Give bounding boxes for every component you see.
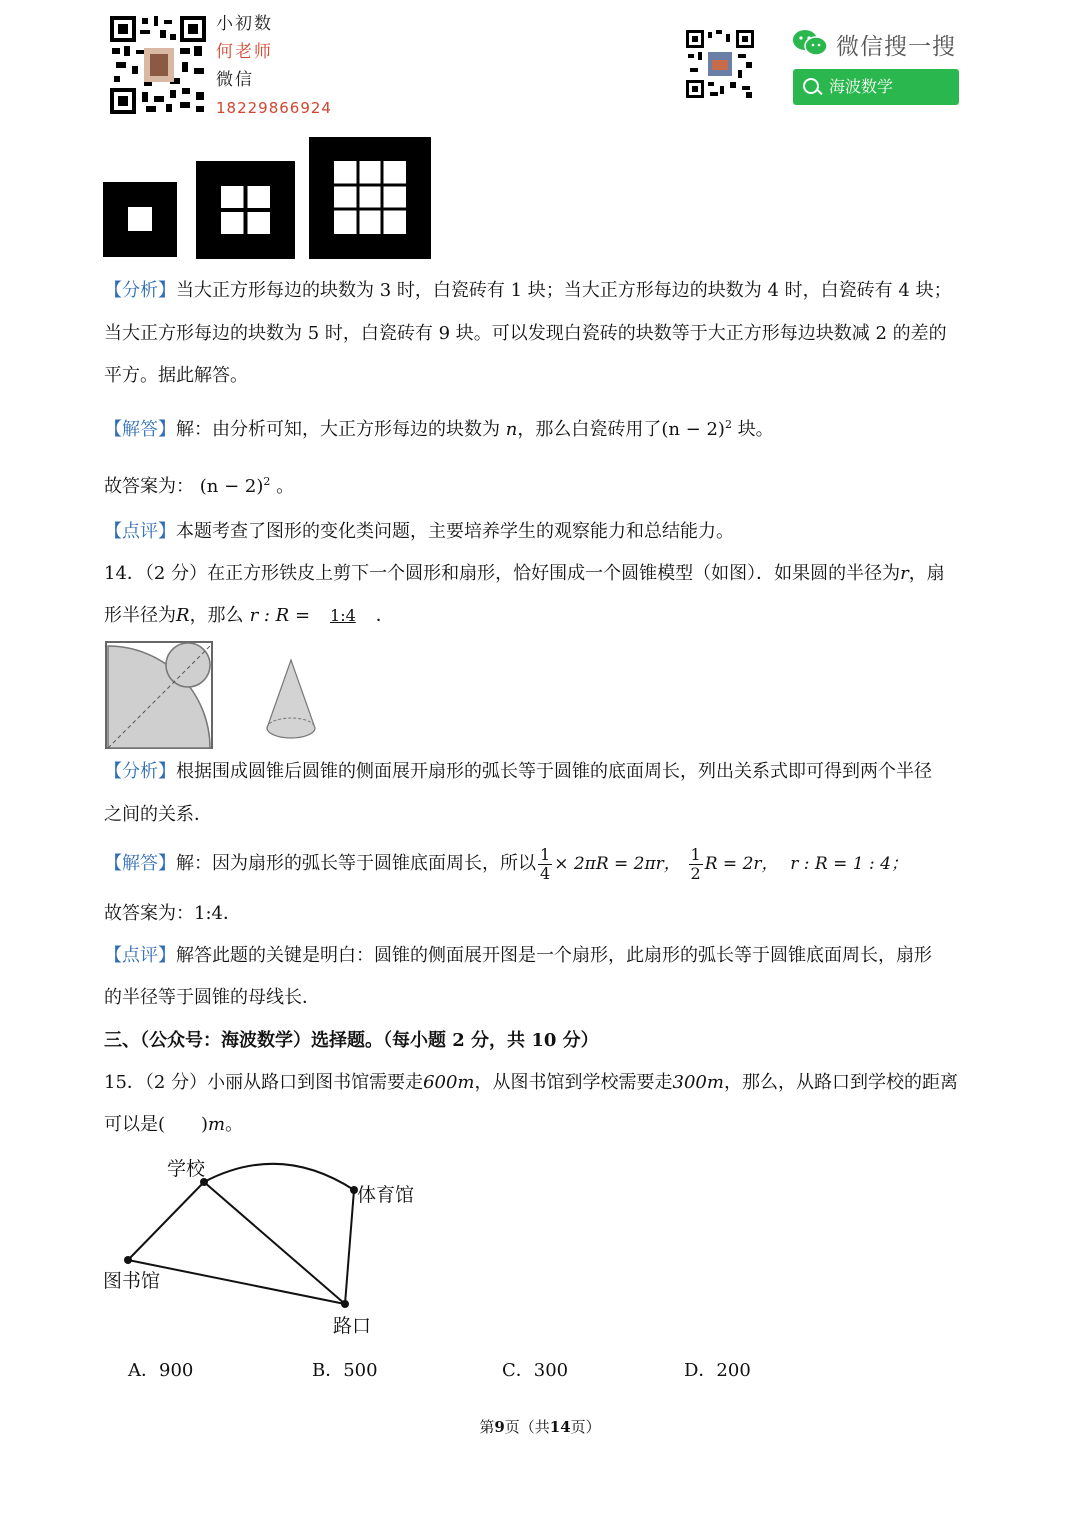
fraction-one-half [689, 846, 703, 883]
qr-code-left [110, 16, 206, 114]
analysis-tag: 【分析】 [104, 761, 176, 782]
contact-line-3: 微信 [216, 70, 254, 90]
q15-stem-mid: ，从图书馆到学校需要走 [474, 1072, 673, 1093]
q14-stem-line-2 [104, 604, 394, 628]
q14-solution [104, 842, 908, 886]
q13-analysis-line-1 [104, 279, 952, 303]
q14-comment-text-1: 解答此题的关键是明白：圆锥的侧面展开图是一个扇形，此扇形的弧长等于圆锥底面周长，扇形 [176, 945, 932, 966]
wechat-search-button-label: 海波数学 [829, 77, 894, 96]
q14-expr-3: r : R = 1 : 4； [790, 854, 908, 874]
q13-solution-end: 块。 [737, 419, 774, 440]
q15-dist-1: 600m [423, 1072, 475, 1093]
cone-net-figure [104, 640, 216, 752]
q13-analysis-text-1: 当大正方形每边的块数为 3 时，白瓷砖有 1 块；当大正方形每边的块数为 4 时，白瓷砖有 4 块； [176, 280, 952, 301]
q14-solution-text: 解：因为扇形的弧长等于圆锥底面周长，所以 [176, 853, 536, 874]
q14-answer-blank: 1:4 [330, 606, 356, 625]
contact-phone: 18229866924 [216, 99, 332, 117]
label-gym: 体育馆 [357, 1184, 415, 1206]
solution-tag: 【解答】 [104, 853, 176, 874]
q14-comment-line-2: 的半径等于圆锥的母线长． [104, 987, 320, 1008]
contact-info [216, 10, 332, 122]
q13-answer-expr: (n − 2) [199, 476, 264, 497]
q13-answer-exp: 2 [263, 475, 271, 488]
label-school: 学校 [167, 1158, 206, 1180]
q13-answer-end: 。 [276, 476, 295, 497]
q14-stem-line-1 [104, 562, 945, 586]
q14-stem-text-2b: ，那么 [189, 605, 244, 626]
q14-var-R: R [176, 605, 190, 626]
footer-total: 14 [549, 1418, 571, 1436]
q13-solution-text: 解：由分析可知，大正方形每边的块数为 [176, 419, 500, 440]
option-a[interactable]: A．900 [128, 1360, 194, 1381]
comment-tag: 【点评】 [104, 521, 176, 542]
option-b[interactable]: B．500 [312, 1360, 378, 1381]
q13-solution [104, 413, 774, 442]
q14-analysis-line-1 [104, 760, 932, 784]
q14-analysis-line-2: 之间的关系． [104, 804, 212, 825]
fraction-one-quarter [538, 846, 552, 883]
option-c[interactable]: C．300 [502, 1360, 569, 1381]
q14-stem-text-1: 14．（2 分）在正方形铁皮上剪下一个圆形和扇形，恰好围成一个圆锥模型（如图）．如果圆的半径为 [104, 563, 901, 584]
wechat-logo-icon [792, 28, 828, 58]
q13-comment [104, 520, 734, 544]
q14-expr-2: R = 2r， [704, 854, 779, 874]
q14-stem-end-1: ，扇 [908, 563, 945, 584]
search-icon-handle [816, 89, 822, 95]
q13-solution-mid: ，那么白瓷砖用了 [517, 419, 662, 440]
footer-page: 9 [494, 1418, 505, 1436]
q14-ratio-expr: r : R = [249, 605, 311, 626]
q13-solution-expr: (n − 2) [661, 419, 725, 440]
q15-stem-end-1: ，那么，从路口到学校的距离 [723, 1072, 958, 1093]
wechat-search-button[interactable] [793, 69, 959, 105]
frac2-num: 1 [690, 844, 701, 864]
cone-figure [262, 656, 322, 746]
q15-stem-text-1: 15．（2 分）小丽从路口到图书馆需要走 [104, 1072, 424, 1093]
q14-var-r: r [900, 563, 909, 584]
q13-analysis-line-2: 当大正方形每边的块数为 5 时，白瓷砖有 9 块。可以发现白瓷砖的块数等于大正方形每边块数减 2 的差的 [104, 323, 947, 344]
q13-answer [104, 470, 294, 499]
q13-answer-prefix: 故答案为： [104, 476, 194, 497]
page-footer [0, 1416, 1080, 1437]
route-diagram [100, 1150, 440, 1340]
q13-solution-exp: 2 [724, 418, 732, 431]
search-icon [803, 78, 819, 94]
q15-dist-2: 300m [672, 1072, 724, 1093]
q13-solution-var: n [505, 419, 518, 440]
section-title: 三、（公众号：海波数学）选择题。（每小题 2 分，共 10 分） [104, 1030, 599, 1051]
footer-suffix: 页） [570, 1418, 601, 1436]
q15-stem-line-1 [104, 1071, 958, 1095]
q13-comment-text: 本题考查了图形的变化类问题，主要培养学生的观察能力和总结能力。 [176, 521, 734, 542]
q13-analysis-line-3: 平方。据此解答。 [104, 365, 248, 386]
q14-comment-line-1 [104, 944, 932, 968]
wechat-search-title: 微信搜一搜 [836, 34, 956, 60]
option-d[interactable]: D．200 [684, 1360, 751, 1381]
q15-unit: m [208, 1114, 226, 1135]
q15-stem-end-2: 。 [225, 1114, 244, 1135]
contact-line-2: 何老师 [216, 42, 273, 62]
label-crossing: 路口 [333, 1315, 372, 1337]
footer-mid: 页（共 [504, 1418, 550, 1436]
frac1-den: 4 [540, 863, 551, 883]
label-library: 图书馆 [103, 1270, 161, 1292]
q14-expr-1: × 2πR = 2πr， [554, 854, 681, 874]
q14-stem-end-2: ． [375, 605, 394, 626]
solution-tag: 【解答】 [104, 419, 176, 440]
q15-stem-line-2 [104, 1113, 243, 1137]
frac1-num: 1 [540, 844, 551, 864]
frac2-den: 2 [690, 863, 701, 883]
qr-code-right [686, 30, 754, 98]
analysis-tag: 【分析】 [104, 280, 176, 301]
footer-prefix: 第 [479, 1418, 495, 1436]
q15-stem-text-2: 可以是( ) [104, 1114, 209, 1135]
q14-stem-text-2a: 形半径为 [104, 605, 176, 626]
contact-line-1: 小初数 [216, 14, 273, 34]
comment-tag: 【点评】 [104, 945, 176, 966]
tile-pattern-figures [103, 137, 433, 259]
q14-answer: 故答案为：1:4． [104, 903, 241, 924]
q14-analysis-text-1: 根据围成圆锥后圆锥的侧面展开扇形的弧长等于圆锥的底面周长，列出关系式即可得到两个半径 [176, 761, 932, 782]
